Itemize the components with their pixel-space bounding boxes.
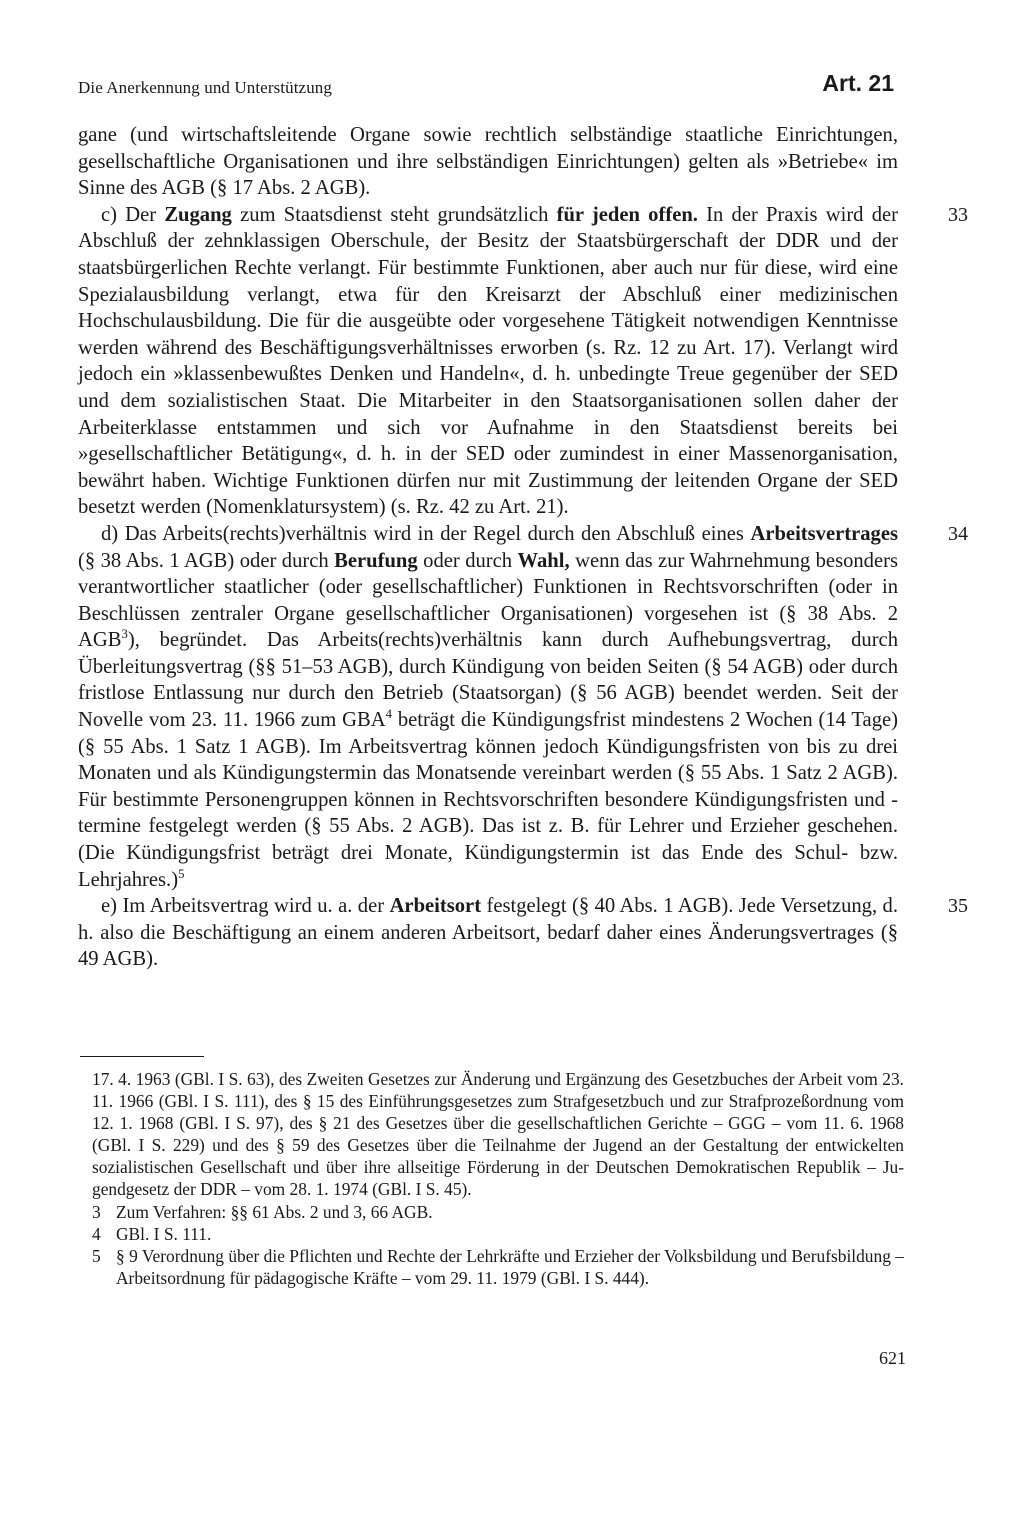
footnotes xyxy=(92,1068,904,1289)
margin-number: 34 xyxy=(948,522,968,545)
emphasis: Berufung xyxy=(334,549,418,572)
paragraph-d: 34 d) Das Arbeits(rechts)verhältnis wird in der Regel durch den Abschluß eines Arbeitsvertrages (§ 38 Abs. 1 AGB) oder durch Berufung oder durch Wahl, wenn das zur Wahrnehmung besonders verantwortlicher staatlicher (oder gesellschaftlicher) Funktionen in Rechtsvorschriften (oder in Beschlüssen zentraler Organe gesellschaftlicher Organisationen) vorgesehen ist (§ 38 Abs. 2 AGB$^3$), begründet. Das Arbeits(rechts)verhältnis kann durch Aufhebungsvertrag, durch Überleitungsvertrag (§§ 51–53 AGB), durch Kündigung von beiden Seiten (§ 54 AGB) oder durch fristlose Entlassung nur durch den Betrieb (Staatsorgan) (§ 56 AGB) beendet werden. Seit der Novelle vom 23. 11. 1966 zum GBA$^4$ beträgt die Kündigungsfrist mindestens 2 Wochen (14 Tage) (§ 55 Abs. 1 Satz 1 AGB). Im Arbeitsvertrag können jedoch Kündigungsfristen von bis zu drei Monaten und als Kündigungstermin das Monatsende vereinbart werden (§ 55 Abs. 1 Satz 2 AGB). Für bestimmte Personengruppen können in Rechtsvorschriften besondere Kündigungsfristen und -termine festgelegt werden (§ 55 Abs. 2 AGB). Das ist z. B. für Lehrer und Erzieher geschehen. (Die Kündigungsfrist beträgt drei Monate, Kündigungstermin ist das Ende des Schul- bzw. Lehrjahres.)$^5$ xyxy=(78,522,968,891)
footnote-text: Zum Verfahren: §§ 61 Abs. 2 und 3, 66 AGB. xyxy=(116,1201,433,1222)
paragraph-e: 35 e) Im Arbeitsvertrag wird u. a. der Arbeitsort festgelegt (§ 40 Abs. 1 AGB). Jede Versetzung, d. h. also die Beschäftigung an einem anderen Arbeitsort, bedarf daher eines Änderungsvertrages (§ 49 AGB). xyxy=(78,895,968,971)
footnote-divider xyxy=(80,1056,204,1057)
footnote-text: § 9 Verordnung über die Pflichten und Rechte der Lehrkräfte und Erzieher der Volksbildung und Berufsbildung – Arbeitsordnung für pädagogische Kräfte – vom 29. 11. 1979 (GBl. I S. 444). xyxy=(116,1245,904,1288)
footnote xyxy=(92,1245,904,1289)
footnote xyxy=(92,1223,904,1245)
running-head: Die Anerkennung und Unterstützung xyxy=(78,78,332,97)
footnote-continuation: 17. 4. 1963 (GBl. I S. 63), des Zweiten Gesetzes zur Änderung und Ergänzung des Gesetzbuches der Arbeit vom 23. 11. 1966 (GBl. I S. 111), des § 15 des Einführungsgesetzes zum Strafgesetzbuch und zur Strafprozeßordnung vom 12. 1. 1968 (GBl. I S. 97), des § 21 des Gesetzes über die gesellschaftlichen Gerichte – GGG – vom 11. 6. 1968 (GBl. I S. 229) und des § 59 des Gesetzes über die Teilnahme der Jugend an der Gestaltung der entwickelten sozialistischen Gesellschaft und über ihre allseitige Förderung in der Deutschen Demokratischen Republik – Jugendgesetz der DDR – vom 28. 1. 1974 (GBl. I S. 45). xyxy=(92,1069,904,1200)
footnote-number: 5 xyxy=(92,1245,101,1266)
emphasis: Zugang xyxy=(164,203,232,226)
paragraph-c: 33 c) Der Zugang zum Staatsdienst steht grundsätzlich für jeden offen. In der Praxis wird der Abschluß der zehnklassigen Oberschule, der Besitz der Staatsbürgerschaft der DDR und der staatsbürgerlichen Rechte verlangt. Für bestimmte Funktionen, aber auch nur für diese, wird eine Spezialausbildung verlangt, etwa für den Kreisarzt der Abschluß einer medizinischen Hochschulausbildung. Die für die ausgeübte oder vorgesehene Tätigkeit notwendigen Kenntnisse werden während des Beschäftigungsverhältnisses erworben (s. Rz. 12 zu Art. 17). Verlangt wird jedoch ein »klassenbewußtes Denken und Handeln«, d. h. unbedingte Treue gegenüber der SED und dem sozialistischen Staat. Die Mitarbeiter in den Staatsorganisationen sollen daher der Arbeiterklasse entstammen und sich vor Aufnahme in den Staatsdienst bereits bei »gesellschaftlicher Betätigung«, d. h. in der SED oder zumindest in einer Massenorganisation, bewährt haben. Wichtige Funktionen dürfen nur mit Zustimmung der leitenden Organe der SED besetzt werden (Nomenklatursystem) (s. Rz. 42 zu Art. 21). xyxy=(78,203,968,519)
emphasis: Wahl, xyxy=(517,549,570,572)
footnote-ref: 4 xyxy=(385,707,392,722)
body-text xyxy=(78,122,968,973)
page-number: 621 xyxy=(879,1348,906,1368)
footnote-ref: 3 xyxy=(121,627,128,642)
emphasis: Arbeitsort xyxy=(389,895,482,918)
emphasis: Arbeitsvertrages xyxy=(750,522,898,545)
footnote xyxy=(92,1201,904,1223)
margin-number: 33 xyxy=(948,203,968,226)
footnote-number: 3 xyxy=(92,1201,101,1222)
margin-number: 35 xyxy=(948,895,968,918)
paragraph-continuation: gane (und wirtschaftsleitende Organe sowie rechtlich selbständige staatliche Einrichtungen, gesellschaftliche Organisationen und ihre selbständigen Einrichtungen) gelten als »Betriebe« im Sinne des AGB (§ 17 Abs. 2 AGB). xyxy=(78,124,898,200)
article-label: Art. 21 xyxy=(822,70,894,96)
footnote-text: GBl. I S. 111. xyxy=(116,1223,212,1244)
footnote-ref: 5 xyxy=(178,866,185,881)
emphasis: für jeden offen. xyxy=(556,203,698,226)
footnote-number: 4 xyxy=(92,1223,101,1244)
